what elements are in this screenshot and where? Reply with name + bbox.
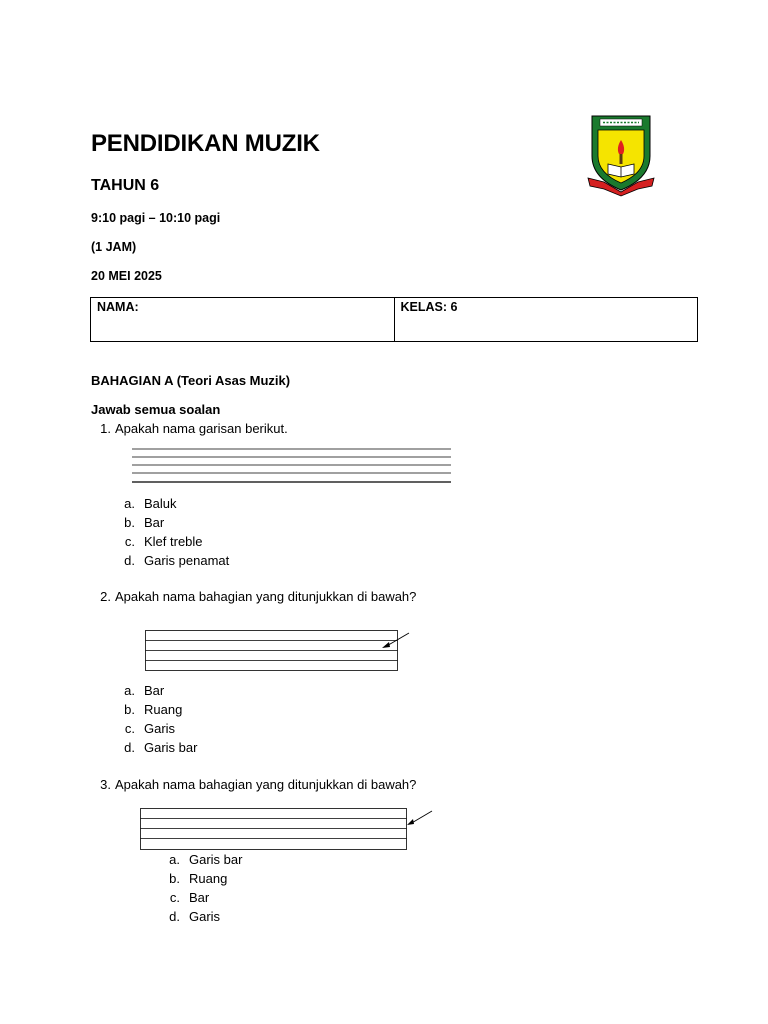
year-label: TAHUN 6 xyxy=(91,177,160,194)
option[interactable]: a. Bar xyxy=(124,683,165,698)
staff-lines-figure xyxy=(131,448,453,484)
question-1 xyxy=(91,421,691,439)
school-crest-icon xyxy=(586,112,656,198)
option[interactable]: d. Garis xyxy=(169,909,221,924)
option[interactable]: c. Bar xyxy=(169,890,210,905)
name-label: NAMA: xyxy=(97,300,139,314)
options-list-3 xyxy=(164,852,464,928)
question-text: Apakah nama bahagian yang ditunjukkan di bawah? xyxy=(115,589,417,604)
page-title: PENDIDIKAN MUZIK xyxy=(91,130,320,157)
options-list-2 xyxy=(119,683,419,759)
staff-space-figure xyxy=(145,630,415,672)
question-number: 3. xyxy=(100,777,111,792)
option[interactable]: c. Garis xyxy=(124,721,176,736)
class-label: KELAS: 6 xyxy=(400,300,458,314)
question-3 xyxy=(91,777,691,795)
student-info-table xyxy=(90,297,698,342)
option[interactable]: d. Garis bar xyxy=(124,740,198,755)
question-text: Apakah nama garisan berikut. xyxy=(115,421,288,436)
name-field[interactable] xyxy=(91,298,394,341)
options-list-1 xyxy=(119,496,419,572)
option[interactable]: d. Garis penamat xyxy=(124,553,230,568)
option[interactable]: b. Bar xyxy=(124,515,165,530)
exam-duration: (1 JAM) xyxy=(91,240,137,254)
option[interactable]: c. Klef treble xyxy=(124,534,203,549)
section-title: BAHAGIAN A (Teori Asas Muzik) xyxy=(91,373,291,388)
staff-line-figure xyxy=(140,808,436,851)
section-instruction: Jawab semua soalan xyxy=(91,402,221,417)
option[interactable]: a. Garis bar xyxy=(169,852,243,867)
question-text: Apakah nama bahagian yang ditunjukkan di bawah? xyxy=(115,777,417,792)
option[interactable]: a. Baluk xyxy=(124,496,177,511)
option[interactable]: b. Ruang xyxy=(169,871,228,886)
question-number: 1. xyxy=(100,421,111,436)
exam-date: 20 MEI 2025 xyxy=(91,269,162,283)
question-2 xyxy=(91,589,691,607)
exam-time: 9:10 pagi – 10:10 pagi xyxy=(91,211,221,225)
question-number: 2. xyxy=(100,589,111,604)
class-field[interactable] xyxy=(394,298,698,341)
option[interactable]: b. Ruang xyxy=(124,702,183,717)
